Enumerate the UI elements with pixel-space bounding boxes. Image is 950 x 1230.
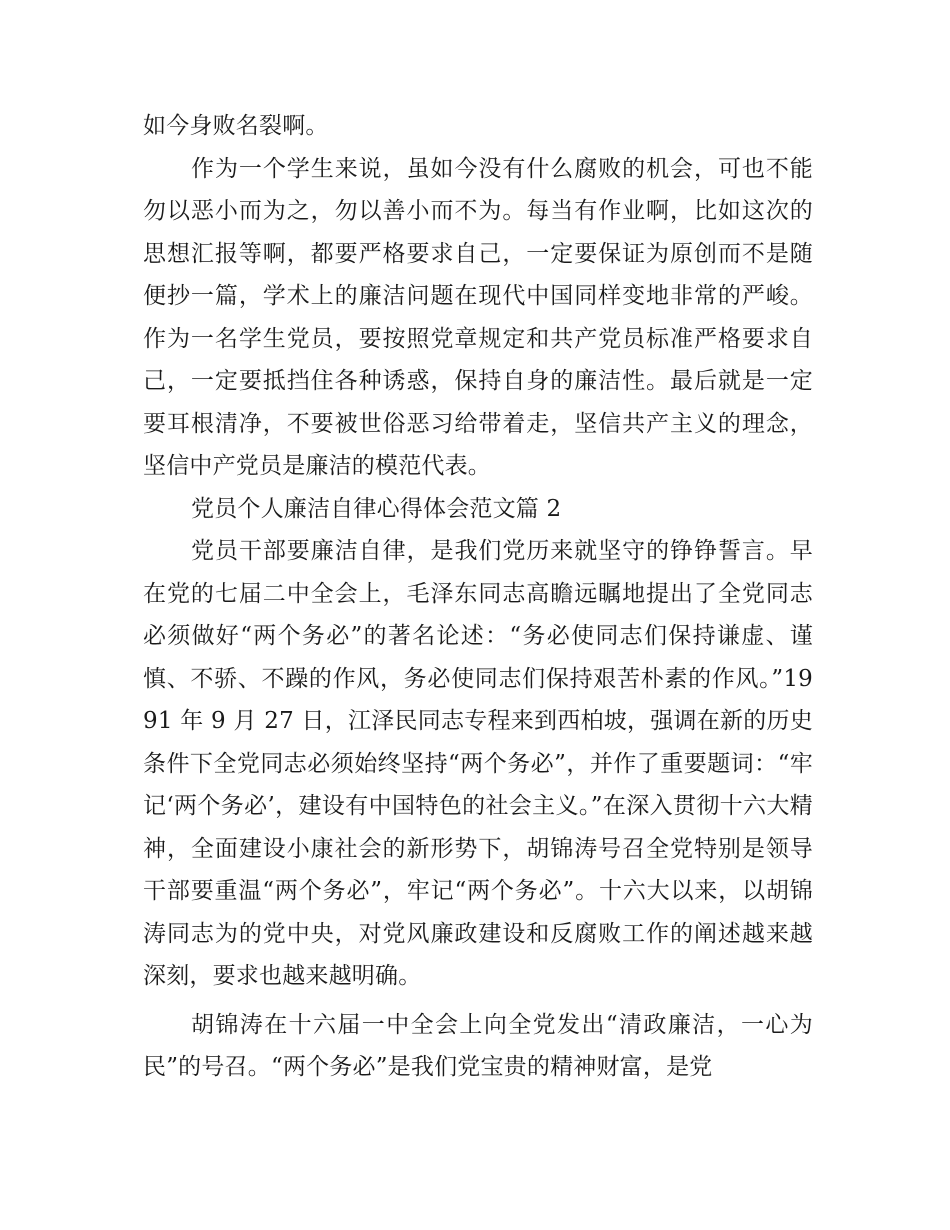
- paragraph-hu-jintao: 胡锦涛在十六届一中全会上向全党发出“清政廉洁，一心为民”的号召。“两个务必”是我们党宝贵的精神财富，是党: [143, 1011, 813, 1080]
- paragraph-two-musts: 党员干部要廉洁自律，是我们党历来就坚守的铮铮誓言。早在党的七届二中全会上，毛泽东同志高瞻远瞩地提出了全党同志必须做好“两个务必”的著名论述：“务必使同志们保持谦虚、谨慎、不骄、不躁的作风，务必使同志们保持艰苦朴素的作风。”1991 年 9 月 27 日，江泽民同志专程来到西柏坡，强调在新的历史条件下全党同志必须始终坚持“两个务必”，并作了重要题词：“牢记‘两个务必’，建设有中国特色的社会主义。”在深入贯彻十六大精神，全面建设小康社会的新形势下，胡锦涛号召全党特别是领导干部要重温“两个务必”，牢记“两个务必”。十六大以来，以胡锦涛同志为的党中央，对党风廉政建设和反腐败工作的阐述越来越深刻，要求也越来越明确。: [143, 538, 813, 989]
- paragraph-student-integrity: 作为一个学生来说，虽如今没有什么腐败的机会，可也不能勿以恶小而为之，勿以善小而不为。每当有作业啊，比如这次的思想汇报等啊，都要严格要求自己，一定要保证为原创而不是随便抄一篇，学术上的廉洁问题在现代中国同样变地非常的严峻。作为一名学生党员，要按照党章规定和共产党员标准严格要求自己，一定要抵挡住各种诱惑，保持自身的廉洁性。最后就是一定要耳根清净，不要被世俗恶习给带着走，坚信共产主义的理念，坚信中产党员是廉洁的模范代表。: [143, 155, 813, 479]
- document-body: [143, 105, 813, 1089]
- paragraph-continuation: 如今身败名裂啊。: [143, 113, 329, 139]
- section-heading: 党员个人廉洁自律心得体会范文篇 2: [191, 495, 562, 522]
